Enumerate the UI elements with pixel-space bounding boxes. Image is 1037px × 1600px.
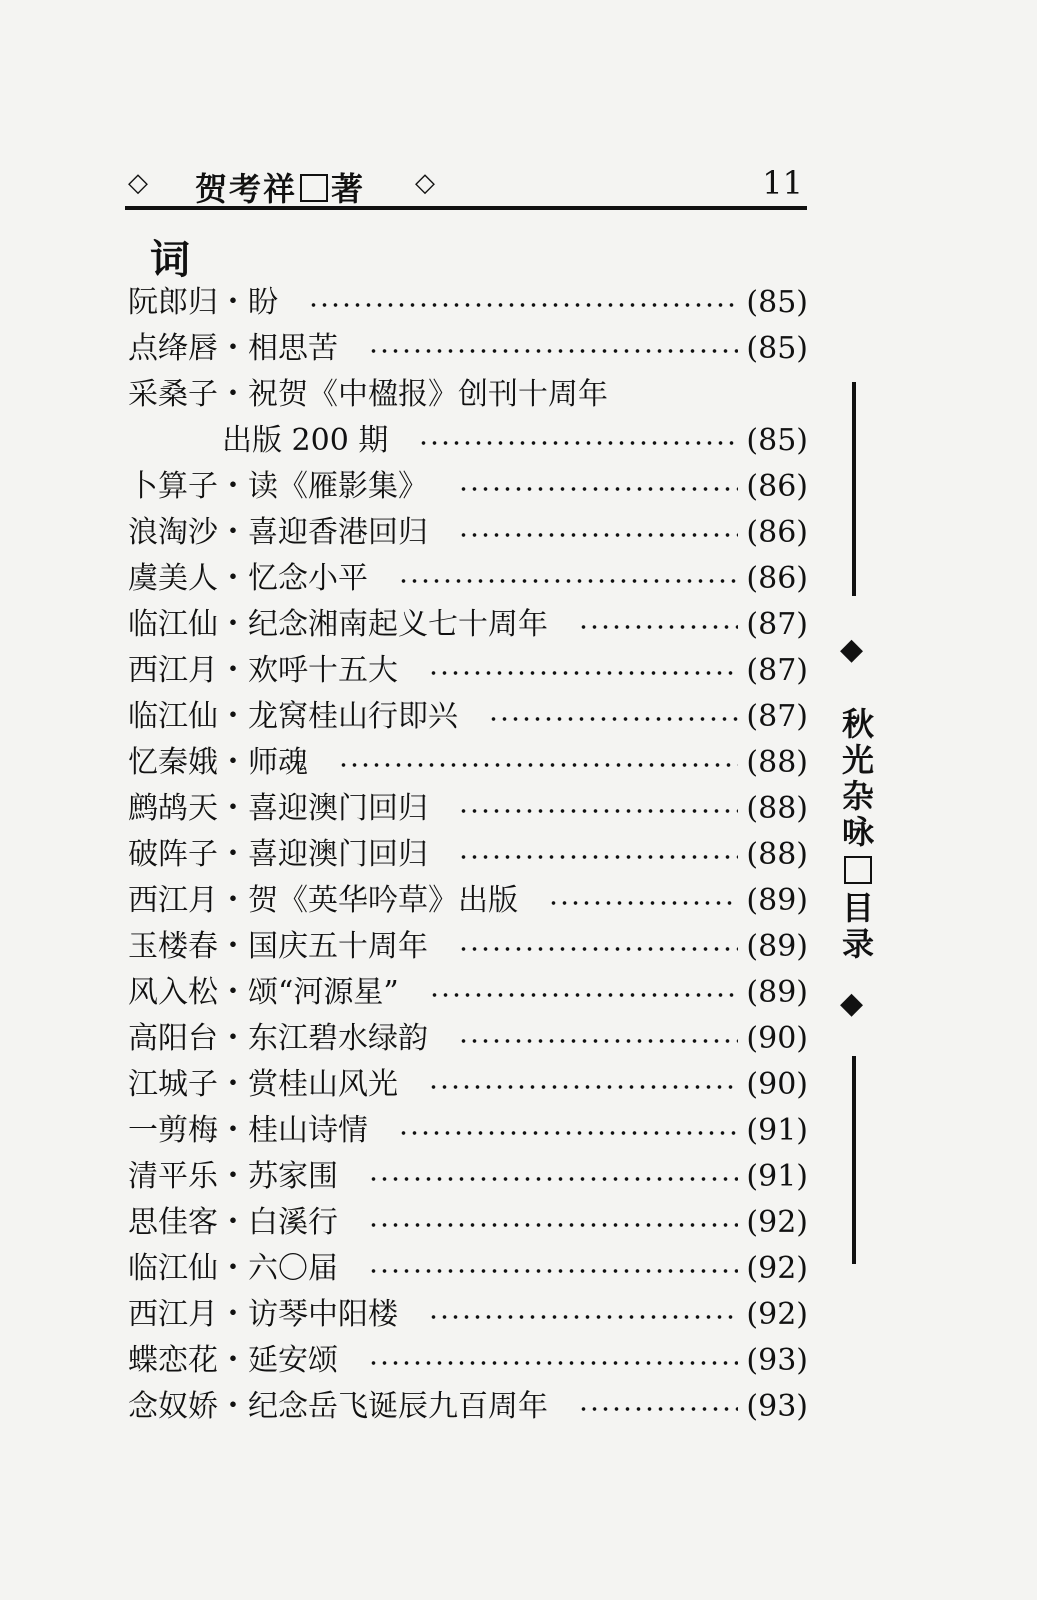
toc-entry-continuation [128,418,808,464]
toc-entry-title: 采桑子・祝贺《中楹报》创刊十周年 [128,377,608,412]
toc-entry-title: 临江仙・六〇届 [128,1251,338,1286]
dot-leader [578,1392,738,1422]
toc-entry-page: (88) [746,837,808,872]
toc-entry [128,1154,808,1200]
toc-entry-title: 玉楼春・国庆五十周年 [128,929,428,964]
toc-entry-page: (92) [746,1297,808,1332]
dot-leader [368,1162,738,1192]
toc-entry [128,1384,808,1430]
toc-entry-title: 浪淘沙・喜迎香港回归 [128,515,428,550]
toc-entry-title: 念奴娇・纪念岳飞诞辰九百周年 [128,1389,548,1424]
dot-leader [429,978,739,1008]
side-book-title [838,706,878,962]
toc-entry-page: (92) [746,1251,808,1286]
toc-entry-page: (86) [746,469,808,504]
dot-leader [458,518,738,548]
side-title-char: 光 [841,741,874,779]
dot-leader [368,1346,738,1376]
toc-entry [128,1108,808,1154]
header-diamond-right: ◇ [415,168,435,198]
toc-entry-page: (85) [746,285,808,320]
toc-entry [128,786,808,832]
toc-entry-page: (90) [746,1021,808,1056]
toc-entry-title: 西江月・贺《英华吟草》出版 [128,883,518,918]
side-title-char: 秋 [841,705,874,743]
toc-entry-page: (91) [746,1113,808,1148]
toc-entry-page: (86) [746,515,808,550]
dot-leader [398,564,738,594]
toc-entry [128,878,808,924]
side-title-char: 咏 [841,813,874,851]
section-heading: 词 [150,236,190,283]
toc-entry-page: (90) [746,1067,808,1102]
toc-entry [128,280,808,326]
toc-entry-title: 忆秦娥・师魂 [128,745,308,780]
toc-entry-page: (91) [746,1159,808,1194]
dot-leader [458,472,738,502]
toc-entry-page: (85) [746,331,808,366]
toc-entry-page: (88) [746,791,808,826]
dot-leader [368,1254,738,1284]
toc-entry [128,602,808,648]
toc-entry-page: (87) [746,653,808,688]
toc-entry [128,740,808,786]
dot-leader [458,840,738,870]
header-role: 著 [331,170,366,208]
dot-leader [338,748,738,778]
side-title-char: 目 [841,889,874,927]
dot-leader [488,702,738,732]
dot-leader [578,610,738,640]
toc-entry [128,648,808,694]
toc-entry-title: 卜算子・读《雁影集》 [128,469,428,504]
header-author-line [195,164,365,210]
dot-leader [308,288,738,318]
toc-entry-title: 风入松・颂“河源星” [128,975,399,1010]
running-header [125,158,807,210]
toc-entry [128,924,808,970]
dot-leader [458,932,738,962]
header-author: 贺考祥 [195,170,298,208]
toc-entry [128,694,808,740]
dot-leader [428,1070,738,1100]
side-diamond-bottom: ◆ [840,986,864,1021]
toc-entry-page: (85) [746,423,808,458]
dot-leader [418,426,738,456]
toc-entry [128,1246,808,1292]
dot-leader [368,334,738,364]
toc-entry-title: 阮郎归・盼 [128,285,278,320]
toc-entry [128,970,808,1016]
page-number: 11 [762,164,803,202]
toc-entry [128,1016,808,1062]
toc-entry-page: (92) [746,1205,808,1240]
toc-entry-title: 江城子・赏桂山风光 [128,1067,398,1102]
toc-entry [128,556,808,602]
table-of-contents [128,280,808,1430]
toc-entry-title: 西江月・欢呼十五大 [128,653,398,688]
toc-entry [128,464,808,510]
toc-entry [128,832,808,878]
toc-entry-page: (93) [746,1389,808,1424]
toc-entry [128,372,808,418]
side-title-char: 杂 [841,777,874,815]
toc-entry [128,326,808,372]
toc-entry-page: (87) [746,699,808,734]
side-title-char: 录 [841,925,874,963]
toc-entry-title: 鹧鸪天・喜迎澳门回归 [128,791,428,826]
toc-entry [128,1200,808,1246]
toc-entry-title: 蝶恋花・延安颂 [128,1343,338,1378]
toc-entry [128,1062,808,1108]
toc-entry-title: 高阳台・东江碧水绿韵 [128,1021,428,1056]
side-rule-bottom [852,1056,856,1264]
toc-entry-page: (87) [746,607,808,642]
toc-entry-title: 破阵子・喜迎澳门回归 [128,837,428,872]
toc-entry-page: (89) [746,929,808,964]
toc-entry-title: 虞美人・忆念小平 [128,561,368,596]
header-diamond-left: ◇ [128,168,148,198]
toc-entry [128,1338,808,1384]
dot-leader [458,1024,738,1054]
toc-entry-title: 临江仙・纪念湘南起义七十周年 [128,607,548,642]
toc-entry-page: (86) [746,561,808,596]
toc-entry-page: (93) [746,1343,808,1378]
side-diamond-top: ◆ [840,632,864,667]
toc-entry-page: (89) [746,975,808,1010]
dot-leader [428,656,738,686]
toc-entry-title: 清平乐・苏家围 [128,1159,338,1194]
toc-entry-page: (89) [746,883,808,918]
header-separator-box [300,174,328,202]
dot-leader [368,1208,738,1238]
toc-entry [128,510,808,556]
toc-entry-title: 临江仙・龙窝桂山行即兴 [128,699,458,734]
toc-entry [128,1292,808,1338]
dot-leader [428,1300,738,1330]
dot-leader [458,794,738,824]
toc-entry-title: 西江月・访琴中阳楼 [128,1297,398,1332]
side-rule-top [852,382,856,596]
dot-leader [548,886,738,916]
toc-entry-title: 出版 200 期 [222,423,389,458]
side-separator-box [844,856,872,884]
toc-entry-title: 一剪梅・桂山诗情 [128,1113,368,1148]
toc-entry-page: (88) [746,745,808,780]
toc-entry-title: 思佳客・白溪行 [128,1205,338,1240]
toc-entry-title: 点绛唇・相思苦 [128,331,338,366]
dot-leader [398,1116,738,1146]
